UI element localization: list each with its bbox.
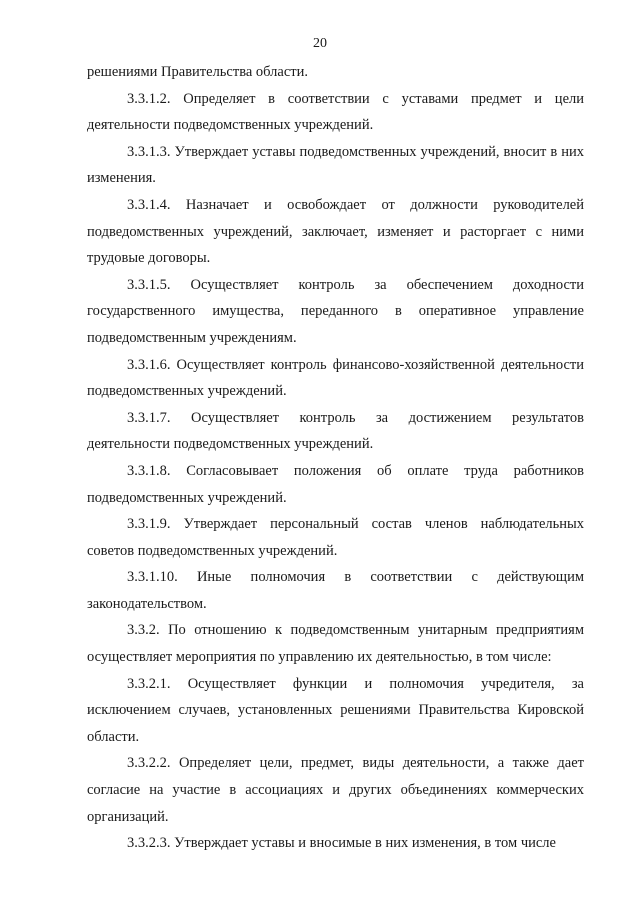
document-body bbox=[87, 59, 584, 857]
paragraph-continuation: решениями Правительства области. bbox=[87, 64, 309, 80]
paragraph-3-3-2: 3.3.2. По отношению к подведомственным унитарным предприятиям осуществляет мероприятия по управлению их деятельностью, в том числе: bbox=[87, 622, 584, 666]
paragraph-3-3-1-9: 3.3.1.9. Утверждает персональный состав членов наблюдательных советов подведомственных учреждений. bbox=[87, 516, 584, 559]
paragraph-3-3-2-2: 3.3.2.2. Определяет цели, предмет, виды деятельности, а также дает согласие на участие в ассоциациях и других объединениях коммерческих организаций. bbox=[87, 755, 584, 825]
paragraph-3-3-2-3: 3.3.2.3. Утверждает уставы и вносимые в них изменения, в том числе bbox=[127, 835, 556, 852]
paragraph-3-3-2-1: 3.3.2.1. Осуществляет функции и полномочия учредителя, за исключением случаев, установленных решениями Правительства Кировской области. bbox=[87, 675, 584, 745]
paragraph-3-3-1-2: 3.3.1.2. Определяет в соответствии с уставами предмет и цели деятельности подведомственных учреждений. bbox=[87, 90, 584, 134]
paragraph-3-3-1-7: 3.3.1.7. Осуществляет контроль за достижением результатов деятельности подведомственных учреждений. bbox=[87, 409, 584, 453]
paragraph-3-3-1-10: 3.3.1.10. Иные полномочия в соответствии с действующим законодательством. bbox=[87, 569, 584, 612]
paragraph-3-3-1-6: 3.3.1.6. Осуществляет контроль финансово-хозяйственной деятельности подведомственных учреждений. bbox=[87, 356, 584, 400]
paragraph-3-3-1-4: 3.3.1.4. Назначает и освобождает от должности руководителей подведомственных учреждений, заключает, изменяет и расторгает с ними трудовые договоры. bbox=[87, 196, 584, 267]
page-number: 20 bbox=[313, 36, 327, 51]
paragraph-3-3-1-3: 3.3.1.3. Утверждает уставы подведомственных учреждений, вносит в них изменения. bbox=[87, 143, 584, 187]
paragraph-3-3-1-5: 3.3.1.5. Осуществляет контроль за обеспечением доходности государственного имущества, переданного в оперативное управление подведомственным учреждениям. bbox=[87, 276, 584, 346]
paragraph-3-3-1-8: 3.3.1.8. Согласовывает положения об оплате труда работников подведомственных учреждений. bbox=[87, 462, 584, 506]
